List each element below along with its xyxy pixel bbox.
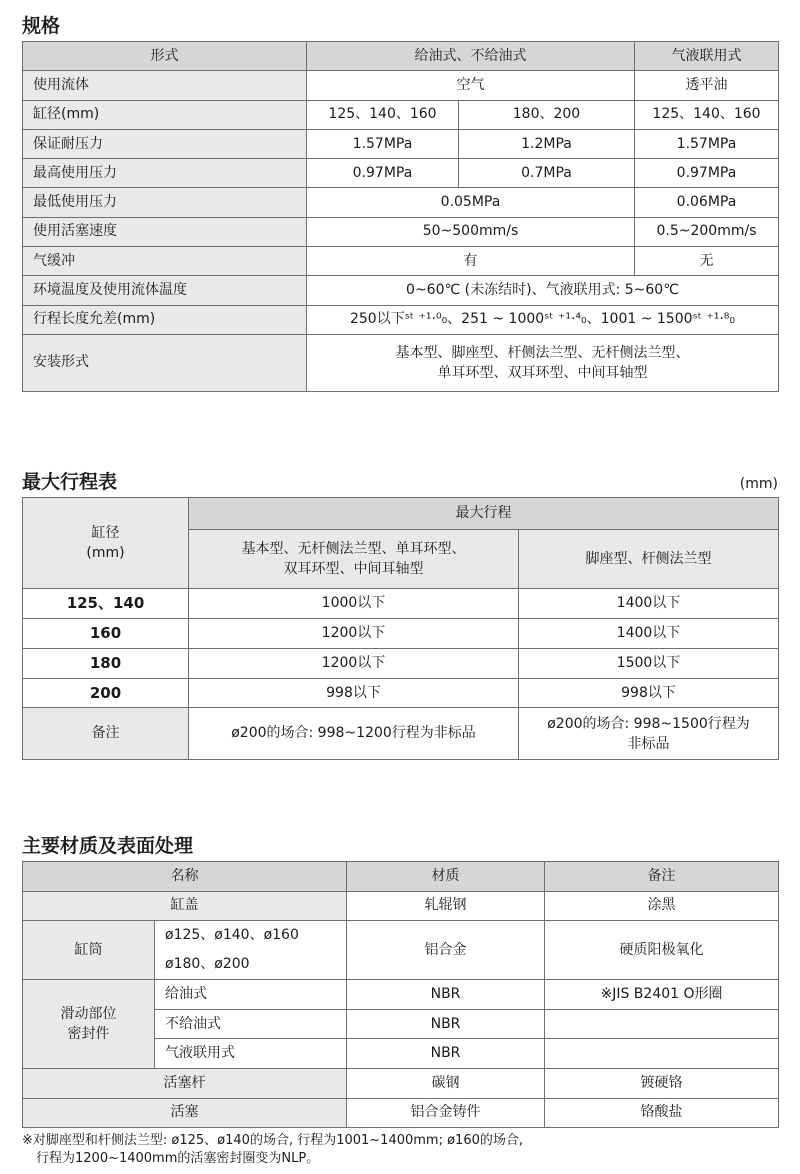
cell: 0.97MPa	[635, 159, 779, 188]
column-header-line: 双耳环型、中间耳轴型	[283, 561, 424, 577]
spec-table	[22, 41, 779, 392]
bore-header-line: 缸径	[91, 525, 120, 541]
column-header: 脚座型、杆侧法兰型	[519, 530, 779, 589]
table-row	[23, 862, 779, 892]
cell: 有	[307, 247, 635, 276]
row-label: 最高使用压力	[23, 159, 307, 188]
cell: 998以下	[519, 679, 779, 708]
part-name: 活塞	[23, 1098, 347, 1128]
table-row	[23, 129, 779, 158]
cell: 125、140、160	[635, 100, 779, 129]
stroke-section-title: 最大行程表	[22, 471, 118, 493]
stroke-table	[22, 497, 779, 760]
cell: 998以下	[189, 679, 519, 708]
cell: 0.97MPa	[307, 159, 459, 188]
cell: NBR	[347, 1009, 545, 1039]
cell	[519, 708, 779, 760]
row-label: 环境温度及使用流体温度	[23, 276, 307, 305]
bore-header-line: (mm)	[86, 545, 125, 561]
table-row	[23, 498, 779, 530]
seal-type: 不给油式	[155, 1009, 347, 1039]
table-row	[23, 276, 779, 305]
cell: 0.5~200mm/s	[635, 217, 779, 246]
table-row	[23, 921, 779, 980]
bore-cell: 160	[23, 619, 189, 649]
cell: 空气	[307, 71, 635, 100]
table-row	[23, 247, 779, 276]
table-row	[23, 589, 779, 619]
bore-size-line: ø180、ø200	[165, 956, 250, 973]
column-header	[189, 530, 519, 589]
footnote	[22, 1132, 782, 1168]
cell: 铝合金铸件	[347, 1098, 545, 1128]
table-row	[23, 188, 779, 217]
table-row	[23, 649, 779, 679]
cell: 180、200	[459, 100, 635, 129]
cell: 透平油	[635, 71, 779, 100]
header-cell: 备注	[545, 862, 779, 892]
table-row	[23, 100, 779, 129]
seal-type: 气液联用式	[155, 1039, 347, 1069]
bore-cell: 200	[23, 679, 189, 708]
table-row	[23, 619, 779, 649]
cell: 1.2MPa	[459, 129, 635, 158]
row-label: 最低使用压力	[23, 188, 307, 217]
table-row	[23, 1098, 779, 1128]
table-row	[23, 980, 779, 1010]
cell: 0.06MPa	[635, 188, 779, 217]
part-name	[23, 980, 155, 1069]
bore-size-line: ø125、ø140、ø160	[165, 927, 299, 944]
header-cell: 名称	[23, 862, 347, 892]
cell	[545, 1009, 779, 1039]
cell: 50~500mm/s	[307, 217, 635, 246]
materials-table	[22, 861, 779, 1128]
cell: 硬质阳极氧化	[545, 921, 779, 980]
row-label: 行程长度允差(mm)	[23, 305, 307, 334]
table-row	[23, 71, 779, 100]
table-row	[23, 159, 779, 188]
note-line: 非标品	[627, 735, 670, 752]
table-row	[23, 42, 779, 71]
row-label: 保证耐压力	[23, 129, 307, 158]
cell: 1200以下	[189, 649, 519, 679]
cell: 250以下ˢᵗ ⁺¹·⁰₀、251 ~ 1000ˢᵗ ⁺¹·⁴₀、1001 ~ 1500ˢᵗ ⁺¹·⁸₀	[307, 305, 779, 334]
cell: NBR	[347, 1039, 545, 1069]
cell	[545, 1039, 779, 1069]
mounting-line: 单耳环型、双耳环型、中间耳轴型	[437, 364, 648, 381]
cell: 涂黑	[545, 891, 779, 921]
note-label: 备注	[23, 708, 189, 760]
cell: 铝合金	[347, 921, 545, 980]
footnote-line: ※对脚座型和杆侧法兰型: ø125、ø140的场合, 行程为1001~1400mm; ø160的场合,	[22, 1133, 524, 1148]
row-label: 气缓冲	[23, 247, 307, 276]
cell: 0.05MPa	[307, 188, 635, 217]
note-line: ø200的场合: 998~1500行程为	[547, 715, 750, 732]
cell: 镀硬铬	[545, 1068, 779, 1098]
table-row	[23, 708, 779, 760]
header-cell: 给油式、不给油式	[307, 42, 635, 71]
unit-label: (mm)	[739, 476, 778, 492]
header-cell: 形式	[23, 42, 307, 71]
cell: 1200以下	[189, 619, 519, 649]
mounting-line: 基本型、脚座型、杆侧法兰型、无杆侧法兰型、	[395, 344, 690, 361]
bore-sizes	[155, 921, 347, 980]
cell: 1400以下	[519, 619, 779, 649]
cell: 碳钢	[347, 1068, 545, 1098]
part-name-line: 滑动部位	[60, 1006, 117, 1023]
materials-section-title: 主要材质及表面处理	[22, 835, 194, 857]
cell: NBR	[347, 980, 545, 1010]
table-row	[23, 679, 779, 708]
footnote-line: 行程为1200~1400mm的活塞密封圈变为NLP。	[36, 1151, 320, 1166]
cell: 铬酸盐	[545, 1098, 779, 1128]
cell: 无	[635, 247, 779, 276]
row-label: 使用流体	[23, 71, 307, 100]
cell: 1400以下	[519, 589, 779, 619]
header-cell: 气液联用式	[635, 42, 779, 71]
spec-section-title: 规格	[22, 15, 61, 37]
cell: 0~60℃ (未冻结时)、气液联用式: 5~60℃	[307, 276, 779, 305]
seal-type: 给油式	[155, 980, 347, 1010]
table-row	[23, 891, 779, 921]
cell: 1500以下	[519, 649, 779, 679]
cell: 125、140、160	[307, 100, 459, 129]
part-name-line: 密封件	[67, 1026, 110, 1043]
cell: 1000以下	[189, 589, 519, 619]
header-cell: 材质	[347, 862, 545, 892]
cell: 0.7MPa	[459, 159, 635, 188]
cell	[307, 334, 779, 391]
table-row	[23, 305, 779, 334]
cell: 轧辊钢	[347, 891, 545, 921]
cell: ※JIS B2401 O形圈	[545, 980, 779, 1010]
part-name: 缸筒	[23, 921, 155, 980]
table-row	[23, 1068, 779, 1098]
table-row	[23, 334, 779, 391]
bore-cell: 125、140	[23, 589, 189, 619]
column-header-line: 基本型、无杆侧法兰型、单耳环型、	[241, 541, 466, 557]
part-name: 活塞杆	[23, 1068, 347, 1098]
cell: 1.57MPa	[635, 129, 779, 158]
row-label: 使用活塞速度	[23, 217, 307, 246]
row-label: 缸径(mm)	[23, 100, 307, 129]
bore-cell: 180	[23, 649, 189, 679]
row-label: 安装形式	[23, 334, 307, 391]
cell: ø200的场合: 998~1200行程为非标品	[189, 708, 519, 760]
part-name: 缸盖	[23, 891, 347, 921]
bore-header	[23, 498, 189, 589]
table-row	[23, 217, 779, 246]
max-stroke-header: 最大行程	[189, 498, 779, 530]
cell: 1.57MPa	[307, 129, 459, 158]
